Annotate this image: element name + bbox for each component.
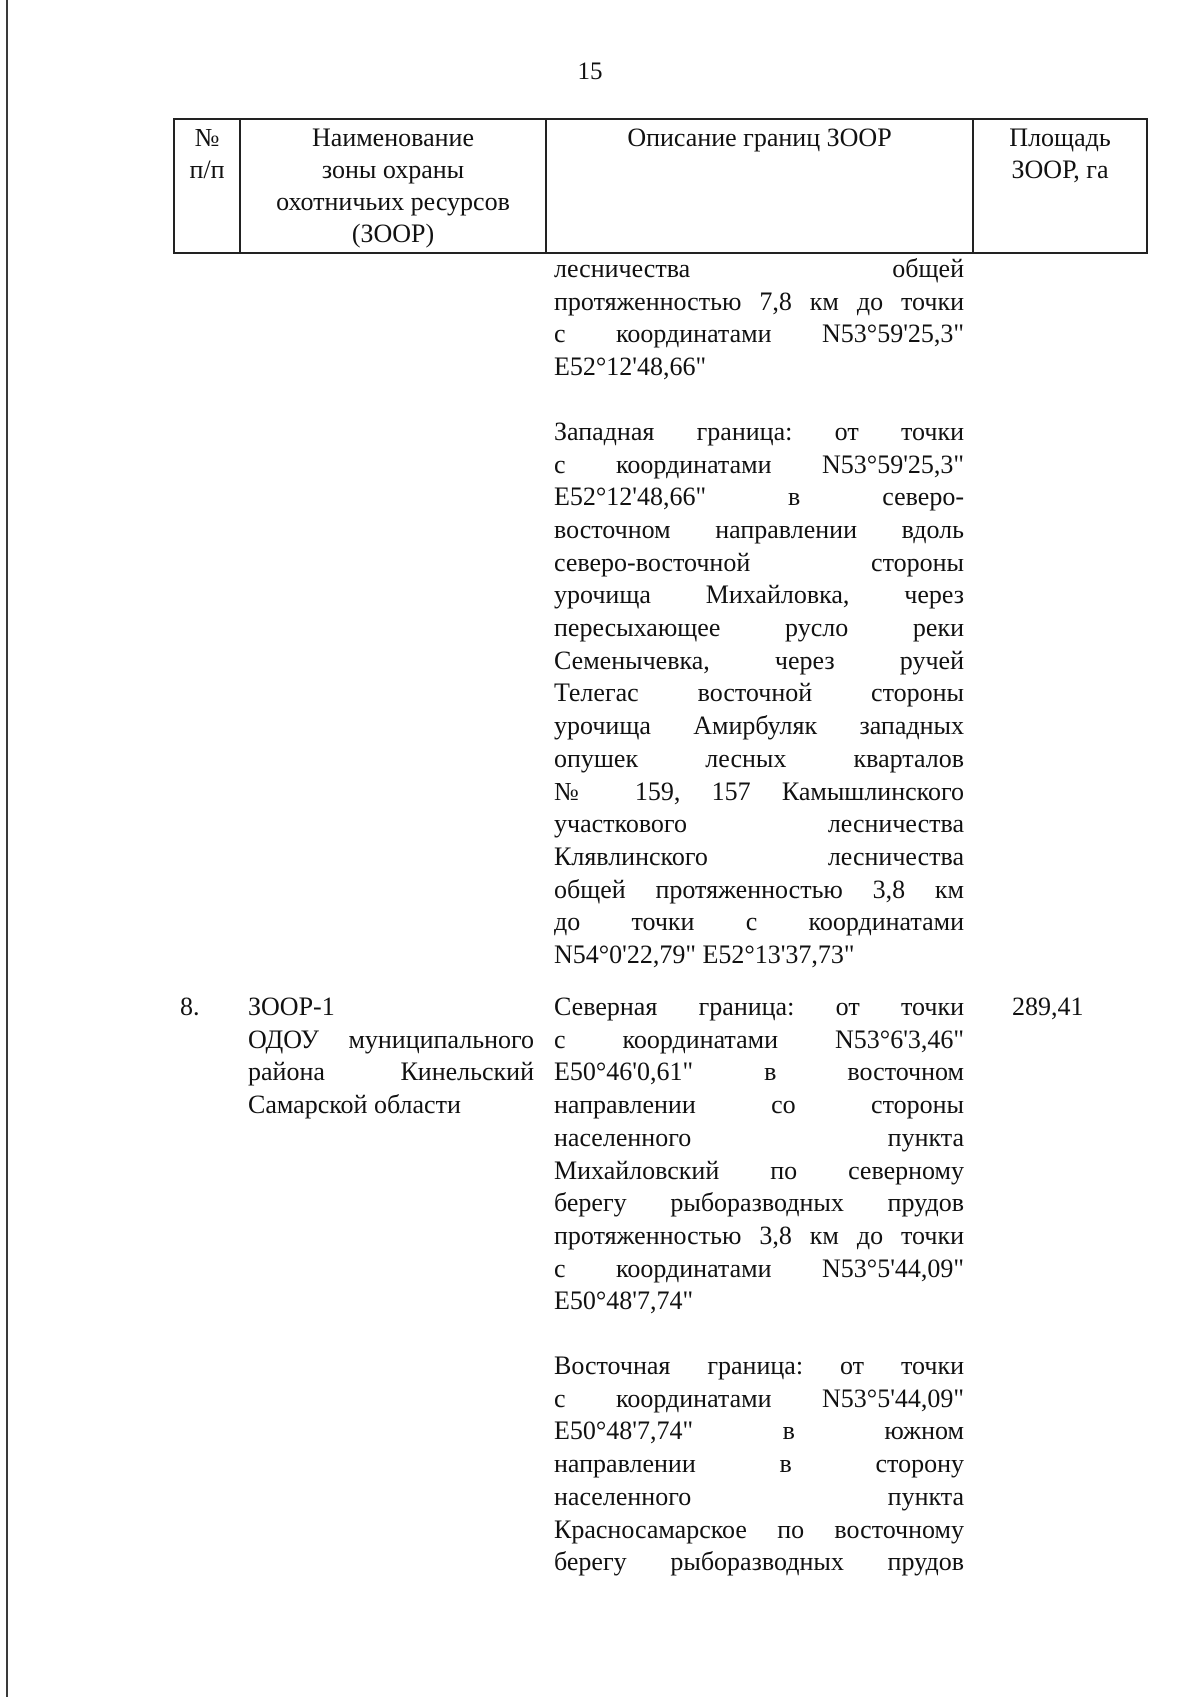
text-line: восточном направлении вдоль bbox=[554, 514, 964, 544]
row-8-number: 8. bbox=[180, 992, 200, 1021]
text-line: с координатами N53°5'44,09" bbox=[554, 1383, 964, 1413]
header-area-line: ЗООР, га bbox=[1011, 155, 1109, 184]
header-area-cell bbox=[973, 119, 1147, 253]
page-number: 15 bbox=[577, 58, 603, 85]
text-line: Красносамарское по восточному bbox=[554, 1514, 964, 1544]
text-line: участкового лесничества bbox=[554, 809, 964, 839]
zone-name-line: ЗООР-1 bbox=[248, 992, 335, 1021]
text-line: общей протяженностью 3,8 км bbox=[554, 874, 964, 904]
text-line: с координатами N53°6'3,46" bbox=[554, 1024, 964, 1054]
text-line: N54°0'22,79" E52°13'37,73" bbox=[554, 940, 855, 970]
western-border-paragraph bbox=[554, 416, 964, 972]
header-name-line: охотничьих ресурсов bbox=[276, 187, 510, 216]
eastern-border-paragraph bbox=[554, 1350, 964, 1579]
text-line: пересыхающее русло реки bbox=[554, 613, 964, 643]
zone-name-line: района Кинельский bbox=[248, 1057, 534, 1087]
text-line: с координатами N53°5'44,09" bbox=[554, 1253, 964, 1283]
text-line: направлении в сторону bbox=[554, 1449, 964, 1479]
text-line: E50°48'7,74" bbox=[554, 1286, 694, 1316]
zone-name-line: Самарской области bbox=[248, 1090, 461, 1120]
text-line: Семенычевка, через ручей bbox=[554, 645, 964, 675]
text-line: берегу рыборазводных прудов bbox=[554, 1188, 964, 1218]
text-line: с координатами N53°59'25,3" bbox=[554, 319, 964, 349]
header-name-line: Наименование bbox=[312, 123, 474, 152]
text-line: берегу рыборазводных прудов bbox=[554, 1547, 964, 1577]
row-8-description bbox=[554, 991, 964, 1579]
text-line: Михайловский по северному bbox=[554, 1155, 964, 1185]
header-description-cell bbox=[546, 119, 973, 253]
header-number-line: п/п bbox=[189, 155, 225, 184]
text-line: с координатами N53°59'25,3" bbox=[554, 449, 964, 479]
text-line: до точки с координатами bbox=[554, 907, 964, 937]
text-line: опушек лесных кварталов bbox=[554, 743, 964, 773]
text-line: урочища Михайловка, через bbox=[554, 580, 964, 610]
text-line: Восточная граница: от точки bbox=[554, 1351, 964, 1381]
text-line: протяженностью 7,8 км до точки bbox=[554, 286, 964, 316]
text-line: Клявлинского лесничества bbox=[554, 841, 964, 871]
text-line: Телегас восточной стороны bbox=[554, 678, 964, 708]
header-name-cell bbox=[240, 119, 546, 253]
header-number-cell bbox=[174, 119, 240, 253]
text-line: E50°48'7,74" в южном bbox=[554, 1416, 964, 1446]
text-line: населенного пункта bbox=[554, 1481, 964, 1511]
header-description-line: Описание границ ЗООР bbox=[627, 123, 892, 152]
text-line: направлении со стороны bbox=[554, 1090, 964, 1120]
left-margin-line bbox=[6, 0, 8, 1697]
text-line: Западная граница: от точки bbox=[554, 416, 964, 446]
text-line: № 159, 157 Камышлинского bbox=[554, 776, 964, 806]
header-name-line: (ЗООР) bbox=[351, 219, 435, 248]
row-8-area: 289,41 bbox=[1012, 992, 1084, 1021]
text-line: Северная граница: от точки bbox=[554, 992, 964, 1021]
northern-border-paragraph bbox=[554, 991, 964, 1318]
text-line: E52°12'48,66" bbox=[554, 352, 707, 382]
text-line: протяженностью 3,8 км до точки bbox=[554, 1220, 964, 1250]
table-header bbox=[173, 118, 1148, 254]
header-name-line: зоны охраны bbox=[321, 155, 465, 184]
text-line: северо-восточной стороны bbox=[554, 547, 964, 577]
text-line: лесничества общей bbox=[554, 254, 964, 283]
text-line: E52°12'48,66" в северо- bbox=[554, 482, 964, 512]
row-8-zone-name bbox=[248, 991, 534, 1122]
text-line: урочища Амирбуляк западных bbox=[554, 711, 964, 741]
text-line: E50°46'0,61" в восточном bbox=[554, 1057, 964, 1087]
continuation-paragraph-1 bbox=[554, 253, 964, 384]
continuation-description bbox=[554, 253, 964, 972]
header-number-line: № bbox=[194, 123, 220, 152]
header-area-line: Площадь bbox=[1009, 123, 1111, 152]
text-line: населенного пункта bbox=[554, 1122, 964, 1152]
zone-name-line: ОДОУ муниципального bbox=[248, 1024, 534, 1054]
